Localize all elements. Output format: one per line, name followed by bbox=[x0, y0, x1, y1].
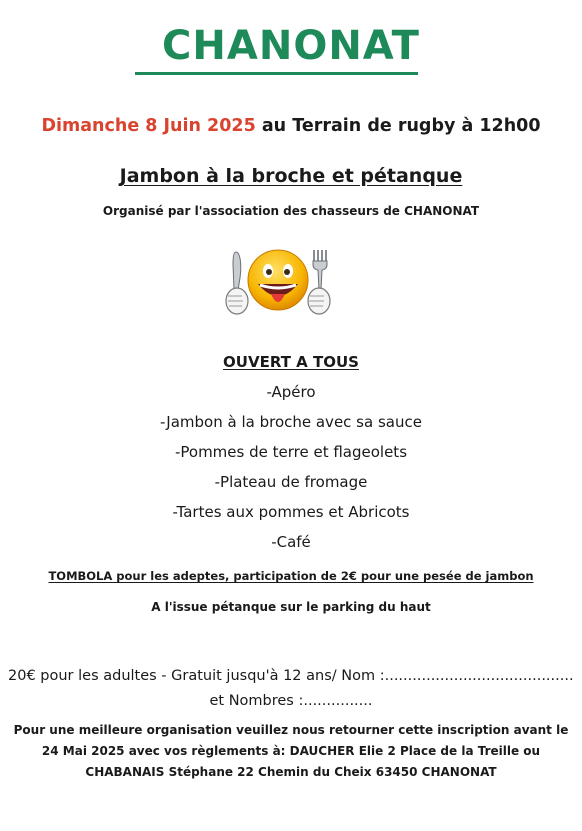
tombola-notice: TOMBOLA pour les adeptes, participation de 2€ pour une pesée de jambon bbox=[48, 569, 534, 583]
event-date: Dimanche 8 Juin 2025 bbox=[41, 116, 256, 136]
open-to-all-heading: OUVERT A TOUS bbox=[223, 353, 359, 371]
event-location-time: au Terrain de rugby à 12h00 bbox=[261, 116, 541, 136]
menu-item: -Tartes aux pommes et Abricots bbox=[172, 503, 410, 521]
menu-item: -Jambon à la broche avec sa sauce bbox=[160, 413, 422, 431]
event-date-line bbox=[0, 114, 582, 138]
price-and-name-field: 20€ pour les adultes - Gratuit jusqu'à 12 ans/ Nom :......................................... bbox=[8, 668, 574, 684]
petanque-notice: A l'issue pétanque sur le parking du haut bbox=[151, 600, 431, 614]
organizer-text: Organisé par l'association des chasseurs de CHANONAT bbox=[102, 204, 480, 218]
menu-item: -Pommes de terre et flageolets bbox=[174, 443, 408, 461]
number-of-people-field: et Nombres :............... bbox=[209, 693, 373, 709]
menu-item: -Apéro bbox=[266, 383, 316, 401]
event-subtitle: Jambon à la broche et pétanque bbox=[119, 165, 463, 187]
title-underline bbox=[135, 72, 418, 75]
poster-title: CHANONAT bbox=[162, 23, 420, 69]
menu-item: -Café bbox=[271, 533, 311, 551]
smiley-with-knife-and-fork-icon bbox=[218, 244, 338, 324]
menu-item: -Plateau de fromage bbox=[214, 473, 368, 491]
registration-instructions: Pour une meilleure organisation veuillez nous retourner cette inscription avant le 24 Mai 2025 avec vos règlements à: DAUCHER Elie 2 Place de la Treille ou CHABANAIS Stéphane 22 Chemin du Cheix 63450 CHANONAT bbox=[13, 723, 569, 779]
